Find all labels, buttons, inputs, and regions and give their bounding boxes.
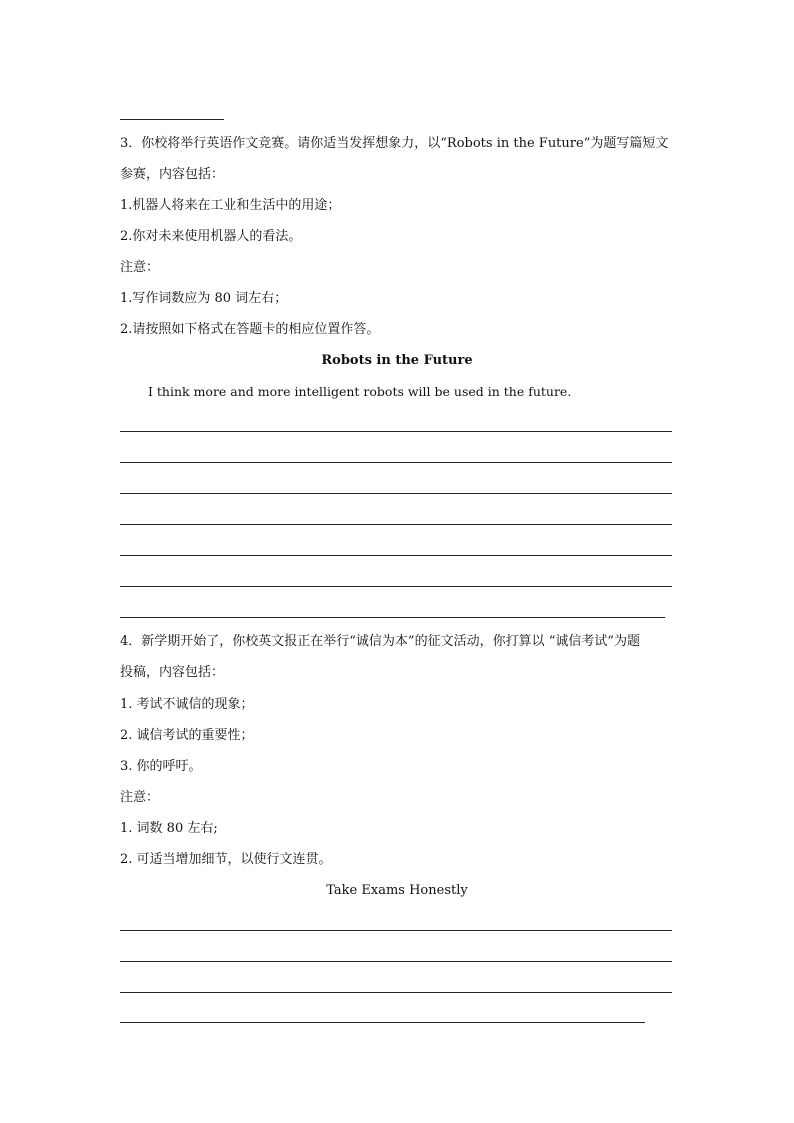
- q4-prompt-line1: 4．新学期开始了，你校英文报正在举行“诚信为本”的征文活动，你打算以 “诚信考试”为题: [120, 634, 640, 649]
- q4-essay-title: Take Exams Honestly: [326, 883, 468, 898]
- q4-answer-line[interactable]: [120, 1022, 645, 1023]
- q3-opening-sentence: I think more and more intelligent robots will be used in the future.: [148, 384, 572, 399]
- q3-answer-line[interactable]: [120, 462, 672, 463]
- q3-answer-line[interactable]: [120, 493, 672, 494]
- q4-note-item-1: 1. 词数 80 左右;: [120, 821, 218, 836]
- q4-answer-line[interactable]: [120, 992, 672, 993]
- q4-content-item-3: 3. 你的呼吁。: [120, 759, 202, 774]
- q4-prompt-line2: 投稿，内容包括：: [120, 665, 225, 680]
- q4-answer-line[interactable]: [120, 930, 672, 931]
- q4-answer-line[interactable]: [120, 961, 672, 962]
- q4-content-item-2: 2. 诚信考试的重要性；: [120, 728, 254, 743]
- q3-note-item-1: 1.写作词数应为 80 词左右；: [120, 291, 288, 306]
- previous-answer-blank: [120, 119, 224, 120]
- q4-note-label: 注意：: [120, 790, 160, 805]
- q3-answer-line[interactable]: [120, 555, 672, 556]
- q3-essay-title: Robots in the Future: [321, 353, 473, 368]
- q3-prompt-line2: 参赛，内容包括：: [120, 167, 225, 182]
- q3-note-item-2: 2.请按照如下格式在答题卡的相应位置作答。: [120, 322, 380, 337]
- q3-answer-line[interactable]: [120, 617, 665, 618]
- q3-note-label: 注意：: [120, 260, 160, 275]
- q3-prompt-line1: 3．你校将举行英语作文竞赛。请你适当发挥想象力，以“Robots in the Future”为题写篇短文: [120, 136, 669, 151]
- q4-content-item-1: 1. 考试不诚信的现象；: [120, 697, 254, 712]
- q3-answer-line[interactable]: [120, 524, 672, 525]
- q3-answer-line[interactable]: [120, 586, 672, 587]
- q3-content-item-2: 2.你对未来使用机器人的看法。: [120, 229, 302, 244]
- q3-content-item-1: 1.机器人将来在工业和生活中的用途；: [120, 198, 341, 213]
- q4-note-item-2: 2. 可适当增加细节，以使行文连贯。: [120, 852, 332, 867]
- q3-answer-line[interactable]: [120, 431, 672, 432]
